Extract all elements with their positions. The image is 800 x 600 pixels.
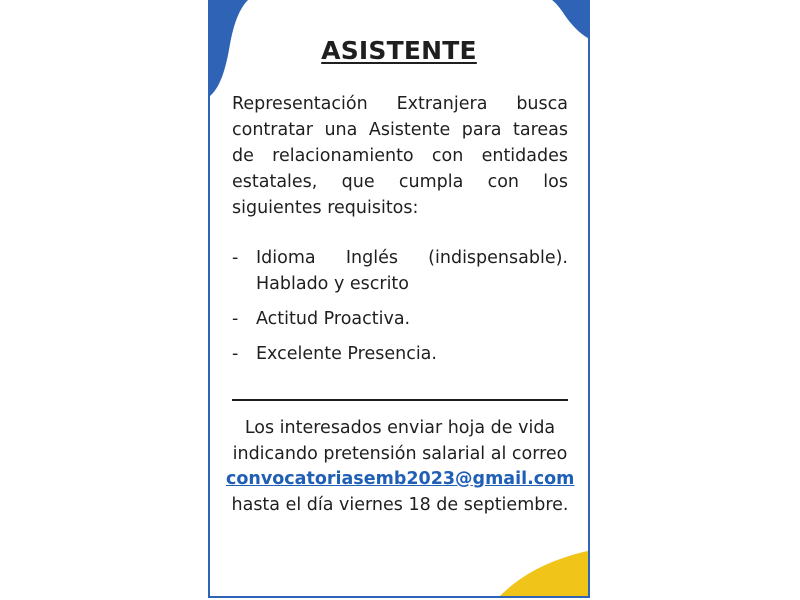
requirement-text: Idioma Inglés (indispensable). Hablado y escrito bbox=[256, 248, 568, 294]
list-dash: - bbox=[232, 344, 239, 364]
requirement-text: Actitud Proactiva. bbox=[256, 309, 411, 329]
blue-corner-shape-top-right bbox=[552, 0, 590, 40]
list-dash: - bbox=[232, 309, 239, 329]
contact-section bbox=[226, 416, 574, 518]
yellow-corner-shape-bottom-right bbox=[498, 550, 590, 598]
list-item bbox=[232, 341, 568, 367]
job-title: ASISTENTE bbox=[321, 36, 477, 65]
divider bbox=[232, 399, 568, 401]
requirements-list bbox=[232, 245, 568, 376]
list-dash: - bbox=[232, 248, 239, 268]
job-description: Representación Extranjera busca contratar una Asistente para tareas de relacionamiento con entidades estatales, que cumpla con los siguientes requisitos: bbox=[232, 94, 568, 218]
list-item bbox=[232, 245, 568, 297]
list-item bbox=[232, 306, 568, 332]
deadline-text: hasta el día viernes 18 de septiembre. bbox=[231, 494, 569, 515]
job-poster bbox=[208, 0, 590, 598]
email-link[interactable]: convocatoriasemb2023@gmail.com bbox=[226, 469, 575, 489]
contact-text: Los interesados enviar hoja de vida indicando pretensión salarial al correo bbox=[232, 418, 568, 464]
requirement-text: Excelente Presencia. bbox=[256, 344, 437, 364]
